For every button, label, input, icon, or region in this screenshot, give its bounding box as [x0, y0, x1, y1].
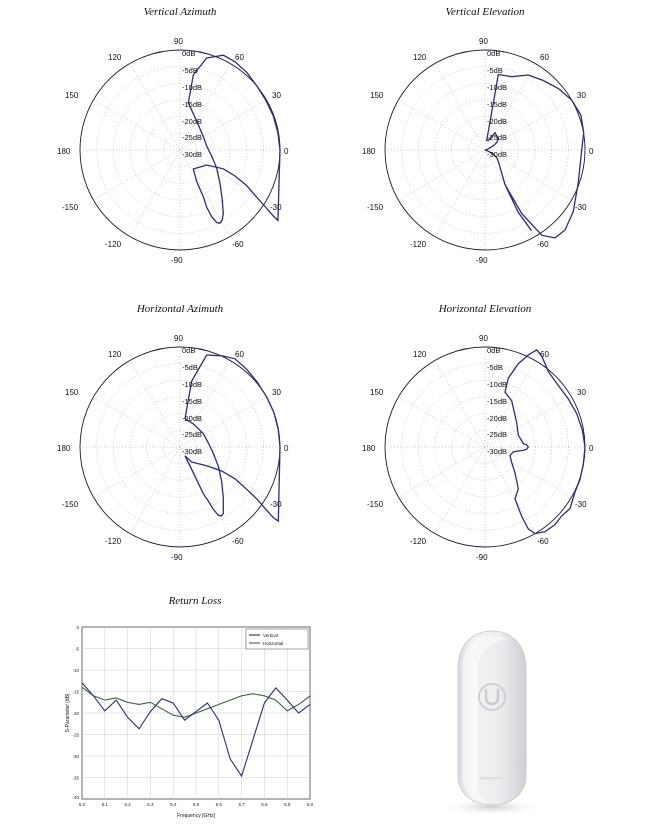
angle-label: -30 [270, 500, 282, 509]
radial-label: 0dB [182, 49, 196, 58]
return-loss-plot [60, 611, 330, 823]
radial-label: -25dB [182, 133, 203, 142]
radial-label: -20dB [487, 117, 508, 126]
polar-svg [40, 319, 320, 581]
svg-text:-35: -35 [72, 775, 79, 781]
angle-label: -150 [62, 203, 79, 212]
chart-title: Vertical Azimuth [143, 6, 217, 18]
svg-text:-20: -20 [72, 711, 79, 716]
svg-text:0: 0 [76, 625, 79, 630]
svg-text:-40: -40 [72, 795, 79, 800]
radial-label: -20dB [182, 117, 203, 126]
chart-title: Vertical Elevation [445, 6, 525, 18]
radial-label: 0dB [487, 49, 501, 58]
polar-svg [345, 319, 625, 581]
angle-label: 30 [272, 388, 281, 397]
polar-svg [345, 22, 625, 284]
radial-label: -15dB [487, 397, 508, 406]
radial-label: 0dB [487, 346, 501, 355]
angle-label: -30 [575, 500, 587, 509]
svg-text:5.3: 5.3 [147, 802, 154, 807]
radial-label: -30dB [487, 447, 508, 456]
svg-text:5.7: 5.7 [238, 802, 245, 807]
angle-label: -120 [410, 537, 427, 546]
angle-label: -60 [232, 537, 244, 546]
angle-label: -150 [62, 500, 79, 509]
angle-label: -90 [476, 256, 488, 265]
angle-label: 150 [65, 388, 79, 397]
angle-label: -90 [476, 553, 488, 562]
device-svg [400, 625, 580, 820]
angle-label: 180 [57, 444, 71, 453]
x-axis-label: Frequency [GHz] [177, 813, 215, 819]
angle-label: 180 [362, 147, 376, 156]
polar-plot-vertical-azimuth [40, 22, 320, 282]
return-loss-svg [60, 611, 330, 823]
angle-label: -90 [171, 256, 183, 265]
angle-label: 120 [108, 53, 122, 62]
angle-label: 120 [413, 53, 427, 62]
angle-label: 120 [413, 350, 427, 359]
polar-spokes [80, 50, 280, 250]
radial-label: -15dB [487, 100, 508, 109]
pattern-trace [505, 350, 585, 534]
svg-text:-25: -25 [72, 732, 79, 738]
angle-label: -90 [171, 553, 183, 562]
chart-panel-return-loss [60, 595, 330, 825]
angle-label: 60 [540, 53, 549, 62]
chart-title: Horizontal Azimuth [136, 303, 224, 315]
y-tick-labels [72, 625, 79, 800]
angle-label: -150 [367, 500, 384, 509]
angle-label: 30 [577, 388, 586, 397]
svg-text:5.2: 5.2 [124, 802, 131, 807]
chart-panel-horizontal-elevation [345, 303, 625, 588]
angle-label: -150 [367, 203, 384, 212]
angle-label: 90 [174, 334, 183, 343]
angle-label: -30 [575, 203, 587, 212]
svg-text:-30: -30 [72, 754, 79, 759]
polar-spokes [385, 347, 585, 547]
radial-label: -5dB [182, 66, 198, 75]
svg-text:5.5: 5.5 [192, 802, 200, 807]
angle-label: 150 [370, 91, 384, 100]
radial-label: 0dB [182, 346, 196, 355]
radial-label: -5dB [487, 66, 503, 75]
angle-label: 0 [589, 444, 594, 453]
radial-label: -10dB [487, 380, 508, 389]
polar-plot-horizontal-azimuth [40, 319, 320, 579]
svg-text:-10: -10 [72, 668, 79, 673]
angle-label: -60 [232, 240, 244, 249]
legend-label-horizontal: Horizontal [263, 641, 284, 646]
angle-label: 60 [540, 350, 549, 359]
angle-label: 0 [284, 147, 289, 156]
radial-label: -30dB [487, 150, 508, 159]
device-photo [400, 625, 580, 820]
radial-label: -30dB [182, 150, 203, 159]
svg-text:6.0: 6.0 [306, 802, 314, 807]
chart-legend [246, 629, 308, 649]
angle-label: -60 [537, 537, 549, 546]
device-vent [480, 777, 504, 779]
angle-label: 90 [479, 37, 488, 46]
svg-text:5.0: 5.0 [78, 802, 86, 807]
radial-label: -20dB [487, 414, 508, 423]
radial-label: -5dB [182, 363, 198, 372]
svg-text:5.4: 5.4 [170, 802, 177, 807]
radial-label: -15dB [182, 397, 203, 406]
chart-panel-vertical-elevation [345, 6, 625, 291]
angle-label: 180 [57, 147, 71, 156]
legend-label-vertical: Vertical [263, 633, 278, 638]
angle-label: 60 [235, 350, 244, 359]
angle-label: 150 [370, 388, 384, 397]
polar-spokes [80, 347, 280, 547]
svg-text:5.1: 5.1 [101, 802, 108, 807]
radial-label: -5dB [487, 363, 503, 372]
angle-label: 120 [108, 350, 122, 359]
angle-label: 0 [284, 444, 289, 453]
radial-label: -30dB [182, 447, 203, 456]
angle-label: 150 [65, 91, 79, 100]
chart-panel-horizontal-azimuth [40, 303, 320, 588]
radial-label: -10dB [487, 83, 508, 92]
pattern-trace [188, 55, 280, 223]
polar-plot-horizontal-elevation [345, 319, 625, 579]
angle-label: 0 [589, 147, 594, 156]
angle-label: 90 [174, 37, 183, 46]
svg-text:5.6: 5.6 [215, 802, 222, 807]
radial-label: -10dB [182, 83, 203, 92]
x-tick-labels [79, 802, 314, 807]
angle-label: -120 [105, 240, 122, 249]
radial-label: -10dB [182, 380, 203, 389]
chart-panel-vertical-azimuth [40, 6, 320, 291]
angle-label: -60 [537, 240, 549, 249]
angle-label: 60 [235, 53, 244, 62]
polar-plot-vertical-elevation [345, 22, 625, 282]
polar-svg [40, 22, 320, 284]
y-axis-label: S-Parameter [dB] [65, 693, 71, 733]
angle-label: -30 [270, 203, 282, 212]
legend-box [246, 629, 308, 649]
angle-label: -120 [410, 240, 427, 249]
radial-label: -20dB [182, 414, 203, 423]
angle-label: 30 [577, 91, 586, 100]
radial-label: -25dB [487, 430, 508, 439]
chart-title: Horizontal Elevation [438, 303, 532, 315]
angle-label: -120 [105, 537, 122, 546]
radial-label: -25dB [487, 133, 508, 142]
svg-text:-5: -5 [74, 646, 79, 652]
radial-label: -25dB [182, 430, 203, 439]
radial-label: -15dB [182, 100, 203, 109]
angle-label: 180 [362, 444, 376, 453]
svg-text:5.9: 5.9 [284, 802, 291, 807]
angle-label: 30 [272, 91, 281, 100]
angle-label: 90 [479, 334, 488, 343]
svg-text:-15: -15 [72, 689, 79, 695]
chart-title: Return Loss [168, 595, 222, 607]
svg-text:5.8: 5.8 [261, 802, 268, 807]
